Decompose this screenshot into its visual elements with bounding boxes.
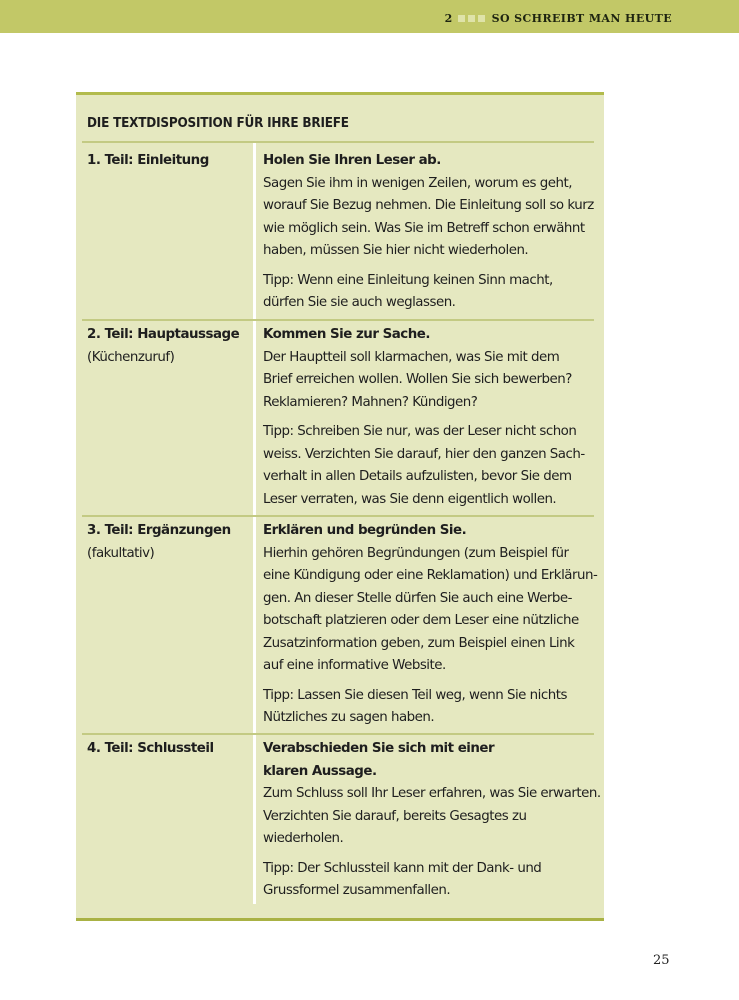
- text-line: Brief erreichen wollen. Wollen Sie sich bewerben?: [263, 372, 572, 387]
- row-lead: klaren Aussage.: [263, 763, 377, 779]
- row-lead: Holen Sie Ihren Leser ab.: [263, 153, 441, 168]
- text-line: Hierhin gehören Begründungen (zum Beispiel für: [263, 545, 569, 561]
- column-divider: [253, 517, 256, 733]
- square-ornament-icon: [468, 15, 475, 22]
- square-ornament-icon: [458, 15, 465, 22]
- header-band: [0, 0, 739, 33]
- text-line: Leser verraten, was Sie denn eigentlich wollen.: [263, 491, 557, 507]
- row-tip: [263, 685, 603, 730]
- running-head: [445, 12, 672, 25]
- text-line: verhalt in allen Details aufzulisten, bevor Sie dem: [263, 469, 572, 484]
- title-divider: [82, 141, 594, 143]
- row-title: 3. Teil: Ergänzungen: [87, 523, 231, 538]
- row-subtitle: (Küchenzuruf): [87, 349, 175, 365]
- row-title: 2. Teil: Hauptaussage: [87, 327, 240, 342]
- text-line: haben, müssen Sie hier nicht wiederholen.: [263, 243, 529, 258]
- chapter-number: 2: [444, 12, 453, 25]
- text-line: Sagen Sie ihm in wenigen Zeilen, worum es geht,: [263, 175, 572, 191]
- text-line: auf eine informative Website.: [263, 658, 446, 673]
- info-box: [76, 92, 604, 921]
- text-line: Tipp: Schreiben Sie nur, was der Leser nicht schon: [263, 424, 577, 439]
- text-line: Nützliches zu sagen haben.: [263, 710, 435, 725]
- text-line: wie möglich sein. Was Sie im Betreff schon erwähnt: [263, 220, 585, 236]
- row-body: [263, 738, 603, 903]
- row-body: [263, 150, 603, 315]
- text-line: Tipp: Lassen Sie diesen Teil weg, wenn Sie nichts: [263, 687, 567, 703]
- row-paragraph: [263, 347, 603, 415]
- row-paragraph: [263, 543, 603, 678]
- text-line: gen. An dieser Stelle dürfen Sie auch eine Werbe-: [263, 590, 572, 606]
- row-lead: Kommen Sie zur Sache.: [263, 327, 430, 342]
- text-line: Zum Schluss soll Ihr Leser erfahren, was Sie erwarten.: [263, 786, 601, 801]
- row-tip: [263, 270, 603, 315]
- row-title: 4. Teil: Schlussteil: [87, 741, 214, 756]
- row-divider: [82, 319, 594, 321]
- row-title: 1. Teil: Einleitung: [87, 153, 209, 168]
- page-number: 25: [653, 953, 670, 968]
- row-subtitle: (fakultativ): [87, 545, 155, 561]
- column-divider: [253, 735, 256, 904]
- row-lead: Erklären und begründen Sie.: [263, 523, 467, 538]
- text-line: weiss. Verzichten Sie darauf, hier den ganzen Sach-: [263, 446, 585, 462]
- row-label: [87, 150, 209, 173]
- row-divider: [82, 733, 594, 735]
- row-tip: [263, 421, 603, 511]
- text-line: botschaft platzieren oder dem Leser eine nützliche: [263, 613, 579, 628]
- row-lead: Verabschieden Sie sich mit einer: [263, 741, 495, 756]
- chapter-title: SO SCHREIBT MAN HEUTE: [491, 12, 672, 25]
- row-label: [87, 738, 214, 761]
- row-paragraph: [263, 173, 603, 263]
- text-line: Verzichten Sie darauf, bereits Gesagtes zu: [263, 808, 527, 824]
- column-divider: [253, 143, 256, 319]
- row-divider: [82, 515, 594, 517]
- text-line: wiederholen.: [263, 831, 344, 846]
- row-tip: [263, 858, 603, 903]
- box-title: DIE TEXTDISPOSITION FÜR IHRE BRIEFE: [87, 116, 349, 131]
- text-line: Zusatzinformation geben, zum Beispiel einen Link: [263, 635, 575, 651]
- row-paragraph: [263, 783, 603, 851]
- text-line: Grussformel zusammenfallen.: [263, 883, 451, 898]
- text-line: dürfen Sie sie auch weglassen.: [263, 295, 456, 310]
- row-body: [263, 520, 603, 730]
- text-line: Tipp: Wenn eine Einleitung keinen Sinn macht,: [263, 272, 553, 288]
- text-line: worauf Sie Bezug nehmen. Die Einleitung soll so kurz: [263, 198, 594, 213]
- text-line: eine Kündigung oder eine Reklamation) und Erklärun-: [263, 568, 598, 583]
- row-label: [87, 324, 239, 369]
- row-label: [87, 520, 231, 565]
- row-body: [263, 324, 603, 511]
- text-line: Reklamieren? Mahnen? Kündigen?: [263, 394, 478, 410]
- column-divider: [253, 321, 256, 515]
- square-ornament-icon: [478, 15, 485, 22]
- text-line: Der Hauptteil soll klarmachen, was Sie mit dem: [263, 349, 560, 365]
- text-line: Tipp: Der Schlussteil kann mit der Dank- und: [263, 860, 542, 876]
